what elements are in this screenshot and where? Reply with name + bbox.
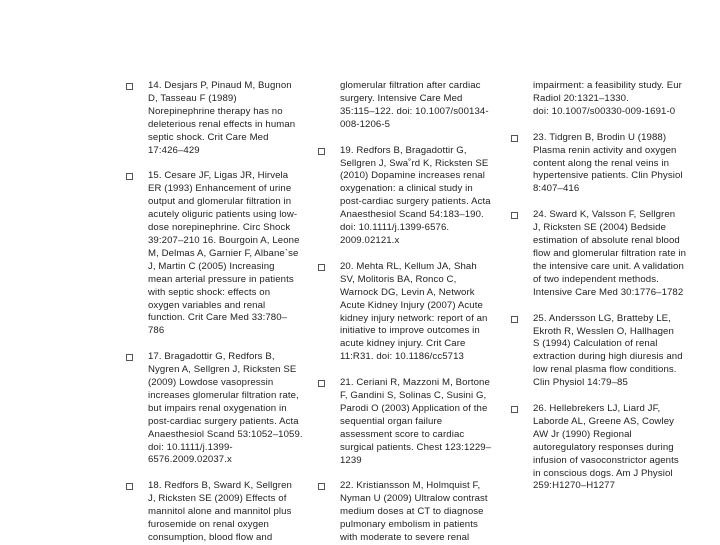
reference-column-2: [318, 80, 508, 545]
reference-line: Intensive Care Med 30:1776–1782: [533, 286, 684, 298]
reference-line: 26. Hellebrekers LJ, Liard JF,: [533, 403, 661, 415]
reference-line: doi: 10.1111/j.1399-: [148, 441, 233, 453]
reference-line: surgery. Intensive Care Med: [340, 92, 463, 104]
reference-line: mean arterial pressure in patients: [148, 273, 294, 285]
reference-line: the intensive care unit. A validation: [533, 260, 684, 272]
reference-item: [318, 377, 508, 467]
reference-line: 24. Sward K, Valsson F, Sellgren: [533, 209, 676, 221]
reference-line: Warnock DG, Levin A, Network: [340, 286, 475, 298]
reference-line: kidney injury network: report of an: [340, 312, 488, 324]
reference-item: [126, 80, 312, 157]
reference-line: 19. Redfors B, Bragadottir G,: [340, 144, 467, 156]
reference-line: doi: 10.1007/s00330-009-1691-0: [533, 105, 676, 117]
reference-line: Laborde AL, Greene AS, Cowley: [533, 415, 675, 427]
reference-line: M, Delmas A, Garnier F, Albane`se: [148, 247, 299, 259]
reference-item: [126, 480, 312, 545]
reference-line: 35:115–122. doi: 10.1007/s00134-: [340, 105, 489, 117]
reference-line: flow and glomerular filtration rate in: [533, 247, 687, 259]
reference-line: Nyman U (2009) Ultralow contrast: [340, 493, 488, 505]
reference-line: 20. Mehta RL, Kellum JA, Shah: [340, 260, 477, 272]
square-bullet-icon: [511, 212, 518, 219]
reference-line: J, Martin C (2005) Increasing: [148, 260, 275, 272]
reference-line: surgical patients. Chest 123:1229–: [340, 441, 492, 453]
reference-line: sequential organ failure: [340, 415, 443, 427]
reference-line: Sellgren J, Swa˚rd K, Ricksten SE: [340, 157, 489, 169]
reference-line: 2009.02121.x: [340, 234, 400, 246]
reference-line: 22. Kristiansson M, Holmquist F,: [340, 480, 481, 492]
reference-gap: [318, 248, 508, 261]
reference-line: Acute Kidney Injury (2007) Acute: [340, 299, 483, 311]
reference-line: F, Gandini S, Solinas C, Susini G,: [340, 390, 487, 402]
reference-line: Nygren A, Sellgren J, Ricksten SE: [148, 364, 297, 376]
reference-line: septic shock. Crit Care Med: [148, 131, 269, 143]
reference-line: ER (1993) Enhancement of urine: [148, 183, 292, 195]
reference-line: 15. Cesare JF, Ligas JR, Hirvela: [148, 170, 289, 182]
reference-line: doi: 10.1111/j.1399-6576.: [340, 222, 450, 234]
square-bullet-icon: [318, 483, 325, 490]
reference-line: 008-1206-5: [340, 118, 391, 130]
reference-line: SV, Molitoris BA, Ronco C,: [340, 273, 457, 285]
reference-line: 11:R31. doi: 10.1186/cc5713: [340, 351, 464, 363]
reference-line: Anaesthesiol Scand 53:1052–1059.: [148, 428, 303, 440]
reference-line: J, Ricksten SE (2004) Bedside: [533, 222, 667, 234]
reference-line: extraction during high diuresis and: [533, 351, 683, 363]
reference-line: initiative to improve outcomes in: [340, 325, 480, 337]
reference-line: pulmonary embolism in patients: [340, 519, 478, 531]
square-bullet-icon: [511, 135, 518, 142]
reference-line: acutely oliguric patients using low-: [148, 209, 298, 221]
reference-continuation: [318, 80, 508, 132]
reference-line: D, Tasseau F (1989): [148, 92, 237, 104]
square-bullet-icon: [318, 380, 325, 387]
reference-line: 786: [148, 325, 165, 337]
reference-line: 8:407–416: [533, 183, 580, 195]
reference-gap: [511, 300, 701, 313]
square-bullet-icon: [511, 406, 518, 413]
reference-continuation: [511, 80, 701, 119]
reference-item: [318, 480, 508, 545]
reference-line: increases glomerular filtration rate,: [148, 389, 299, 401]
reference-line: assessment score to cardiac: [340, 428, 465, 440]
square-bullet-icon: [511, 316, 518, 323]
reference-line: Ekroth R, Wesslen O, Hallhagen: [533, 325, 674, 337]
reference-item: [511, 132, 701, 197]
reference-line: S (1994) Calculation of renal: [533, 338, 658, 350]
reference-gap: [511, 390, 701, 403]
reference-item: [511, 403, 701, 493]
reference-item: [318, 261, 508, 364]
reference-gap: [126, 338, 312, 351]
reference-line: furosemide on renal oxygen: [148, 519, 269, 531]
reference-line: 17:426–429: [148, 144, 200, 156]
reference-line: output and glomerular filtration in: [148, 196, 292, 208]
reference-item: [511, 209, 701, 299]
reference-line: impairment: a feasibility study. Eur: [533, 80, 682, 91]
reference-line: oxygen variables and renal: [148, 299, 266, 311]
reference-gap: [126, 157, 312, 170]
reference-line: (2010) Dopamine increases renal: [340, 170, 485, 182]
reference-line: but impairs renal oxygenation in: [148, 402, 287, 414]
reference-line: function. Crit Care Med 33:780–: [148, 312, 288, 324]
reference-line: Radiol 20:1321–1330.: [533, 92, 629, 104]
square-bullet-icon: [126, 483, 133, 490]
reference-line: glomerular filtration after cardiac: [340, 80, 481, 91]
reference-line: of two independent methods.: [533, 273, 659, 285]
reference-line: 23. Tidgren B, Brodin U (1988): [533, 131, 667, 143]
reference-line: Parodi O (2003) Application of the: [340, 402, 488, 414]
reference-line: 6576.2009.02037.x: [148, 454, 232, 466]
square-bullet-icon: [318, 264, 325, 271]
reference-line: deleterious renal effects in human: [148, 118, 296, 130]
reference-line: 14. Desjars P, Pinaud M, Bugnon: [148, 80, 292, 91]
reference-line: with septic shock: effects on: [148, 286, 271, 298]
reference-line: J, Ricksten SE (2009) Effects of: [148, 493, 287, 505]
reference-line: 17. Bragadottir G, Redfors B,: [148, 351, 275, 363]
reference-gap: [126, 467, 312, 480]
square-bullet-icon: [126, 83, 133, 90]
reference-line: 259:H1270–H1277: [533, 480, 616, 492]
reference-line: Plasma renin activity and oxygen: [533, 144, 677, 156]
reference-line: autoregulatory responses during: [533, 441, 674, 453]
reference-line: 21. Ceriani R, Mazzoni M, Bortone: [340, 377, 490, 389]
reference-gap: [318, 132, 508, 145]
reference-line: (2009) Lowdose vasopressin: [148, 377, 274, 389]
reference-line: oxygenation: a clinical study in: [340, 183, 473, 195]
square-bullet-icon: [126, 354, 133, 361]
reference-column-1: [126, 80, 312, 545]
reference-line: AW Jr (1990) Regional: [533, 428, 632, 440]
reference-line: post-cardiac surgery patients. Acta: [340, 196, 491, 208]
reference-column-3: [511, 80, 701, 493]
reference-item: [318, 145, 508, 248]
reference-line: infusion of vasoconstrictor agents: [533, 454, 679, 466]
reference-line: Norepinephrine therapy has no: [148, 105, 283, 117]
reference-gap: [511, 119, 701, 132]
reference-line: 1239: [340, 454, 362, 466]
reference-line: low renal plasma flow conditions.: [533, 364, 677, 376]
reference-item: [126, 170, 312, 338]
reference-line: Anaesthesiol Scand 54:183–190.: [340, 209, 484, 221]
reference-line: estimation of absolute renal blood: [533, 235, 680, 247]
reference-line: with moderate to severe renal: [340, 532, 470, 544]
reference-line: consumption, blood flow and: [148, 532, 273, 543]
reference-line: 39:207–210 16. Bourgoin A, Leone: [148, 234, 300, 246]
reference-line: Clin Physiol 14:79–85: [533, 377, 628, 389]
reference-line: content along the renal veins in: [533, 157, 670, 169]
reference-line: in conscious dogs. Am J Physiol: [533, 467, 673, 479]
square-bullet-icon: [318, 148, 325, 155]
reference-line: 25. Andersson LG, Bratteby LE,: [533, 312, 671, 324]
reference-line: medium doses at CT to diagnose: [340, 506, 484, 518]
reference-line: acute kidney injury. Crit Care: [340, 338, 466, 350]
square-bullet-icon: [126, 173, 133, 180]
reference-item: [126, 351, 312, 467]
reference-item: [511, 313, 701, 390]
reference-gap: [318, 467, 508, 480]
reference-line: dose norepinephrine. Circ Shock: [148, 222, 291, 234]
reference-gap: [318, 364, 508, 377]
reference-line: mannitol alone and mannitol plus: [148, 506, 292, 518]
reference-line: hypertensive patients. Clin Physiol: [533, 170, 683, 182]
reference-line: post-cardiac surgery patients. Acta: [148, 415, 299, 427]
reference-line: 18. Redfors B, Sward K, Sellgren: [148, 480, 292, 492]
reference-gap: [511, 196, 701, 209]
